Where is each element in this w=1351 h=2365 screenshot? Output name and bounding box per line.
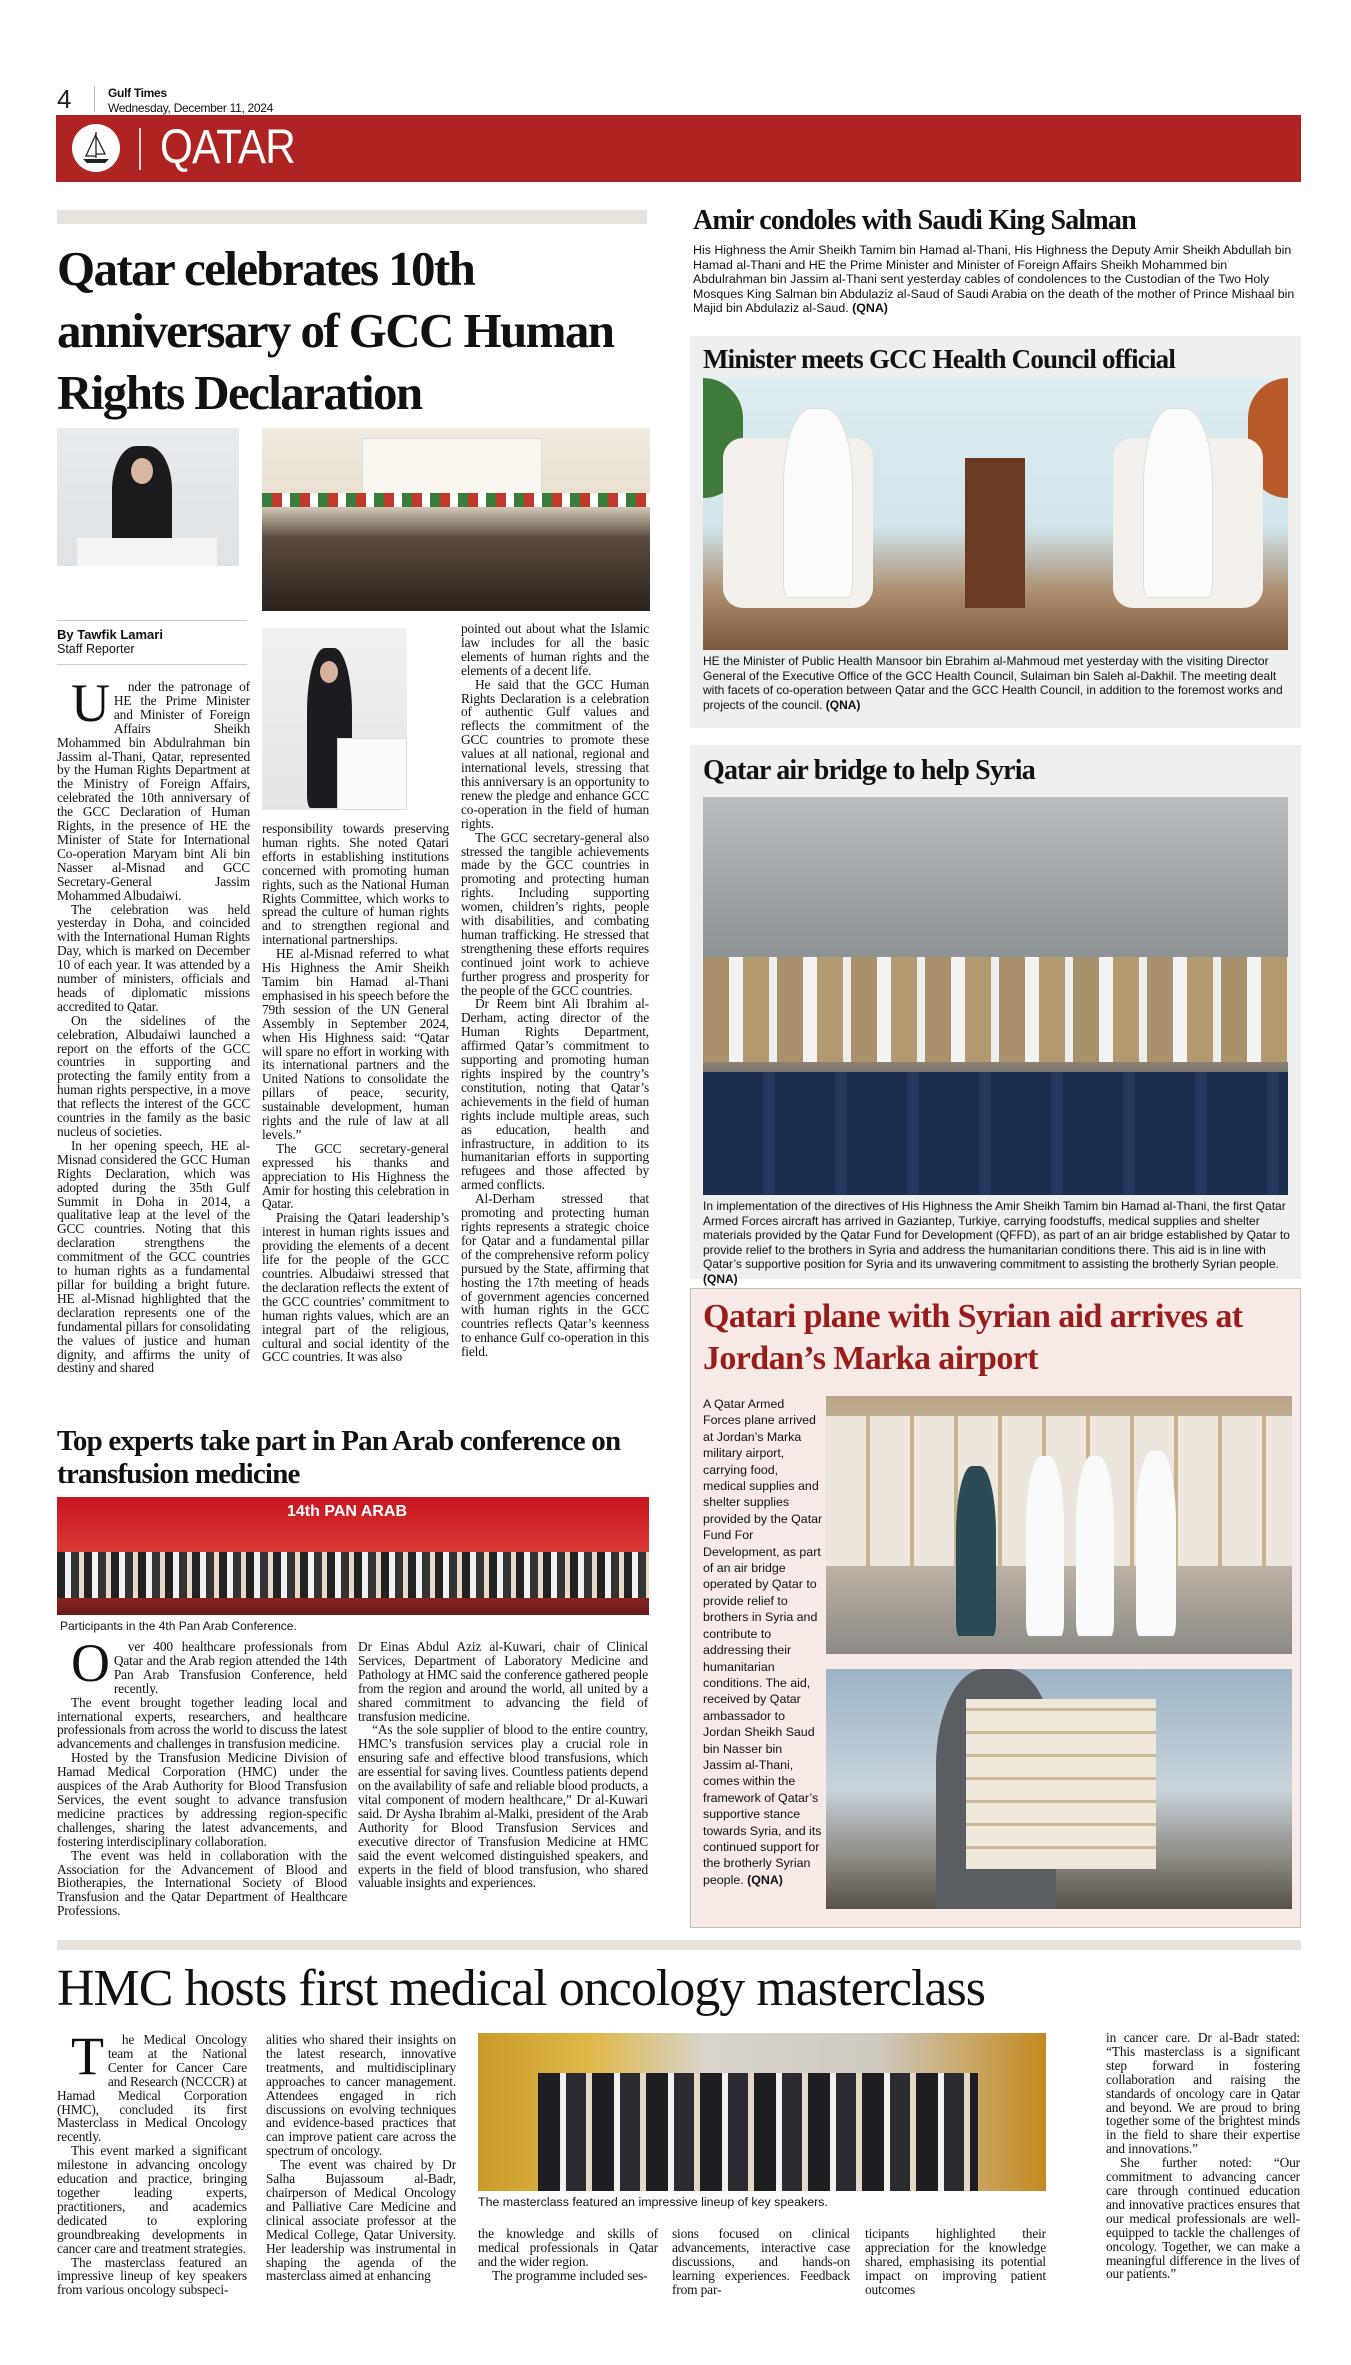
- caption-text: In implementation of the directives of His Highness the Amir Sheikh Tamim bin Hamad al-Thani, the first Qatar Armed Forces aircraft has arrived in Gaziantep, Turkiye, carrying foodstuffs, medical supplies and shelter materials provided by the Qatar Fund for Development (QFFD), as part of an air bridge established by Qatar to provide relief to the brothers in Syria and address the humanitarian conditions there. This aid is in line with Qatar’s supportive position for Syria and its unwavering commitment to assisting the brotherly Syrian people.: [703, 1199, 1290, 1271]
- minister-meeting-photo: [703, 378, 1288, 650]
- article-column: [358, 1640, 648, 1890]
- jordan-text: [703, 1396, 823, 1888]
- minister-headline: Minister meets GCC Health Council official: [703, 344, 1176, 374]
- section-title: QATAR: [160, 121, 295, 174]
- article-column: [672, 2227, 850, 2297]
- article-column: [478, 2227, 658, 2283]
- publication-name: Gulf Times: [108, 86, 167, 100]
- dhow-logo-icon: [72, 124, 120, 172]
- paragraph: She further noted: “Our commitment to advancing cancer care through continued education and innovative practices ensures that our medical professionals are well-equipped to tackle the challenges of oncology. Together, we can make a meaningful difference in the lives of our patients.”: [1106, 2155, 1300, 2282]
- paragraph: The Medical Oncology team at the National Center for Cancer Care and Research (NCCCR) at Hamad Medical Corporation (HMC), concluded its first Masterclass in Medical Oncology recently.: [57, 2026, 247, 2145]
- author-role: Staff Reporter: [57, 642, 135, 656]
- article-column: [57, 1633, 347, 1919]
- paragraph: Praising the Qatari leadership’s interest in human rights issues and providing the elements of a decent life for the people of the GCC countries. Albudaiwi stressed that the declaration reflects the extent of the GCC countries’ commitment to human rights values, which are an integral part of the religious, cultural and social identity of the GCC countries. It was also: [262, 1210, 449, 1365]
- paragraph: ticipants highlighted their appreciation for the knowledge shared, emphasising its potential impact on improving patient outcomes: [865, 2226, 1046, 2297]
- credit: (QNA): [747, 1872, 783, 1887]
- article-column: [57, 2026, 247, 2298]
- divider: [94, 86, 95, 112]
- aircraft-interior-photo: [703, 797, 1288, 1195]
- paragraph: He said that the GCC Human Rights Declaration is a celebration of authentic Gulf values and reflects the commitment of the GCC countries to promote these values at all national, regional and international levels, stressing that this anniversary is an opportunity to renew the pledge and enhance GCC co-operation in the field of human rights.: [461, 676, 649, 831]
- article-column: [262, 822, 449, 1364]
- paragraph: in cancer care. Dr al-Badr stated: “This masterclass is a significant step forward in fostering collaboration and raising the standards of oncology care in Qatar and beyond. We are proud to bring together some of the brightest minds in the field to share their expertise and innovations.”: [1106, 2030, 1300, 2157]
- article-column: [1106, 2031, 1300, 2281]
- paragraph: “As the sole supplier of blood to the entire country, HMC’s transfusion services play a crucial role in ensuring safe and effective blood transfusions, which are essential for saving lives. Countless patients depend on the availability of safe and reliable blood products, a vital component of modern healthcare,” Dr al-Kuwari said. Dr Aysha Ibrahim al-Malki, president of the Arab Authority for Blood Transfusion Services and executive director of Transfusion Medicine at HMC said the event welcomed distinguished speakers, and experts in the field of blood transfusion, who shared valuable insights and experiences.: [358, 1722, 648, 1891]
- photo-banner-text: 14th PAN ARAB: [287, 1503, 408, 1520]
- page-number: 4: [57, 84, 72, 114]
- masthead: [108, 86, 273, 115]
- paragraph: The event was held in collaboration with the Association for the Advancement of Blood and Biotherapies, the International Society of Blood Transfusion and the Qatar Department of Healthcare Professions.: [57, 1847, 347, 1919]
- paragraph: HE al-Misnad referred to what His Highness the Amir Sheikh Tamim bin Hamad al-Thani emphasised in his speech before the 79th session of the UN General Assembly in September 2024, when His Highness said: “Qatar will spare no effort in working with its international partners and the United Nations to consolidate the pillars of peace, security, sustainable development, human rights and the rule of law at all levels.”: [262, 946, 449, 1142]
- paragraph: The celebration was held yesterday in Doha, and coincided with the International Human Rights Day, which is marked on December 10 of each year. It was attended by a number of ministers, officials and heads of diplomatic missions accredited to Qatar.: [57, 901, 250, 1014]
- article-column: [461, 622, 649, 1359]
- aircraft-cargo-photo: [826, 1669, 1292, 1909]
- minister-caption: [703, 654, 1293, 712]
- celebration-hall-photo: [262, 428, 650, 611]
- paragraph: responsibility towards preserving human rights. She noted Qatari efforts in establishing institutions concerned with promoting human rights, such as the National Human Rights Committee, which works to spread the culture of human rights and to strengthen regional and international partnerships.: [262, 821, 449, 948]
- caption-text: HE the Minister of Public Health Mansoor bin Ebrahim al-Mahmoud met yesterday with the visiting Director General of the Executive Office of the GCC Health Council, Sulaiman bin Saleh al-Dakhil. The meeting dealt with facets of co-operation between Qatar and the GCC Health Council, in addition to the foremost works and projects of the council.: [703, 654, 1283, 712]
- airbridge-caption: [703, 1199, 1293, 1286]
- airbridge-headline: Qatar air bridge to help Syria: [703, 755, 1035, 786]
- publication-date: Wednesday, December 11, 2024: [108, 101, 274, 115]
- article-column: [865, 2227, 1046, 2297]
- hmc-headline: HMC hosts first medical oncology masterclass: [57, 1960, 985, 2017]
- paragraph: Under the patronage of HE the Prime Minister and Minister of Foreign Affairs Sheikh Mohammed bin Abdulrahman bin Jassim al-Thani, Qatar, represented by the Human Rights Department at the Ministry of Foreign Affairs, celebrated the 10th anniversary of the GCC Declaration of Human Rights, in the presence of HE the Minister of State for International Co-operation Maryam bint Ali bin Nasser al-Misnad and GCC Secretary-General Jassim Mohammed Albudaiwi.: [57, 673, 250, 903]
- main-headline: Qatar celebrates 10th anniversary of GCC Human Rights Declaration: [57, 241, 614, 420]
- aid-delegation-photo: [826, 1396, 1292, 1654]
- divider-bar: [57, 1940, 1301, 1950]
- author-name: By Tawfik Lamari: [57, 627, 163, 642]
- paragraph: The masterclass featured an impressive lineup of key speakers from various oncology subspeci-: [57, 2254, 247, 2298]
- paragraph: sions focused on clinical advancements, interactive case discussions, and hands-on learning experiences. Feedback from par-: [672, 2226, 850, 2297]
- article-column: [57, 673, 250, 1376]
- paragraph: Al-Derham stressed that promoting and protecting human rights represents a strategic choice for Qatar and a fundamental pillar of the comprehensive reform policy pursued by the State, affirming that hosting the 17th meeting of heads of government agencies concerned with human rights in the GCC countries reflects Qatar’s keenness to enhance Gulf co-operation in this field.: [461, 1191, 649, 1360]
- panarab-headline: Top experts take part in Pan Arab conference on transfusion medicine: [57, 1425, 621, 1490]
- paragraph: Dr Reem bint Ali Ibrahim al-Derham, acting director of the Human Rights Department, affirmed Qatar’s commitment to supporting and promoting human rights inspired by the country’s constitution, noting that Qatar’s achievements in the field of human rights include multiple areas, such as education, health and infrastructure, in addition to its humanitarian efforts in supporting refugees and those affected by armed conflicts.: [461, 996, 649, 1193]
- paragraph: The event was chaired by Dr Salha Bujassoum al-Badr, chairperson of Medical Oncology and Palliative Care Medicine and clinical associate professor at the Medical College, Qatar University. Her leadership was instrumental in shaping the agenda of the masterclass aimed at enhancing: [266, 2157, 456, 2284]
- amir-body: His Highness the Amir Sheikh Tamim bin Hamad al-Thani, His Highness the Deputy Amir Sheikh Abdullah bin Hamad al-Thani and HE the Prime Minister and Minister of Foreign Affairs Sheikh Mohammed bin Abdulrahman bin Jassim al-Thani sent yesterday cables of condolences to the Custodian of the Two Holy Mosques King Salman bin Abdulaziz al-Saud of Saudi Arabia on the death of the mother of Prince Mishaal bin Majid bin Abdulaziz al-Saud.: [693, 243, 1295, 315]
- masterclass-group-photo: [478, 2033, 1046, 2191]
- paragraph: This event marked a significant milestone in advancing oncology education and practice, bringing together leading experts, practitioners, and academics dedicated to exploring groundbreaking developments in cancer care and treatment strategies.: [57, 2143, 247, 2256]
- amir-headline: Amir condoles with Saudi King Salman: [693, 205, 1136, 236]
- paragraph: The GCC secretary-general expressed his thanks and appreciation to His Highness the Amir for hosting this celebration in Qatar.: [262, 1140, 449, 1212]
- photo-caption: The masterclass featured an impressive lineup of key speakers.: [478, 2195, 828, 2209]
- paragraph: Dr Einas Abdul Aziz al-Kuwari, chair of Clinical Services, Department of Laboratory Medicine and Pathology at HMC said the conference gathered people from the region and around the world, all united by a shared commitment to advancing the field of transfusion medicine.: [358, 1639, 648, 1724]
- paragraph: In her opening speech, HE al-Misnad considered the GCC Human Rights Declaration, which was adopted during the 35th Gulf Summit in Doha in 2014, a qualitative leap at the level of the GCC countries. Noting that this declaration strengthens the commitment of the GCC countries to human rights as a fundamental pillar for building a bright future. HE al-Misnad highlighted that the declaration represents one of the fundamental pillars for consolidating the values of justice and human dignity, and affirms the unity of destiny and shared: [57, 1137, 250, 1376]
- amir-text: [693, 243, 1300, 316]
- divider: [139, 128, 141, 170]
- conference-group-photo: [57, 1497, 649, 1615]
- photo-caption: Participants in the 4th Pan Arab Conference.: [60, 1619, 297, 1633]
- credit: (QNA): [825, 697, 861, 712]
- paragraph: the knowledge and skills of medical professionals in Qatar and the wider region.: [478, 2226, 658, 2269]
- divider: [57, 620, 247, 621]
- paragraph: The programme included ses-: [492, 2267, 648, 2283]
- paragraph: Over 400 healthcare professionals from Qatar and the Arab region attended the 14th Pan Arab Transfusion Conference, held recently.: [71, 1633, 347, 1696]
- byline: [57, 627, 247, 665]
- speaker-photo: [57, 428, 239, 566]
- paragraph: On the sidelines of the celebration, Albudaiwi launched a report on the efforts of the GCC countries in supporting and protecting the family entity from a human rights perspective, in a move that reflects the interest of the GCC countries in the family as the basic nucleus of societies.: [57, 1012, 250, 1139]
- paragraph: alities who shared their insights on the latest research, innovative treatments, and multidisciplinary approaches to cancer management. Attendees engaged in rich discussions on evolving techniques and evidence-based practices that can improve patient care across the spectrum of oncology.: [266, 2032, 456, 2159]
- speaker-podium-photo: [262, 628, 407, 810]
- story-text: A Qatar Armed Forces plane arrived at Jordan’s Marka military airport, carrying food, medical supplies and shelter supplies provided by the Qatar Fund For Development, as part of an air bridge operated by Qatar to provide relief to brothers in Syria and contribute to addressing their humanitarian conditions. The aid, received by Qatar ambassador to Jordan Sheikh Saud bin Nasser bin Jassim al-Thani, comes within the framework of Qatar’s supportive stance towards Syria, and its continued support for the brotherly Syrian people.: [703, 1397, 823, 1887]
- paragraph: The event brought together leading local and international experts, researchers, and healthcare professionals from across the world to discuss the latest advancements and challenges in transfusion medicine.: [57, 1694, 347, 1752]
- article-column: [266, 2033, 456, 2283]
- jordan-headline: Qatari plane with Syrian aid arrives at Jordan’s Marka airport: [703, 1298, 1243, 1377]
- paragraph: Hosted by the Transfusion Medicine Division of Hamad Medical Corporation (HMC) under the auspices of the Arab Authority for Blood Transfusion Services, the event sought to advance transfusion medicine practices by addressing region-specific challenges, sharing the latest advancements, and fostering interdisciplinary collaboration.: [57, 1750, 347, 1849]
- divider-bar: [57, 210, 647, 224]
- paragraph: The GCC secretary-general also stressed the tangible achievements made by the GCC countries in promoting and protecting human rights. Including supporting women, children’s rights, people with disabilities, and combating human trafficking. He stressed that strengthening these efforts requires continued joint work to achieve further progress and prosperity for the people of the GCC countries.: [461, 829, 649, 998]
- credit: (QNA): [703, 1271, 738, 1286]
- paragraph: pointed out about what the Islamic law includes for all the basic elements of human rights and the elements of a decent life.: [461, 621, 649, 678]
- credit: (QNA): [852, 301, 888, 315]
